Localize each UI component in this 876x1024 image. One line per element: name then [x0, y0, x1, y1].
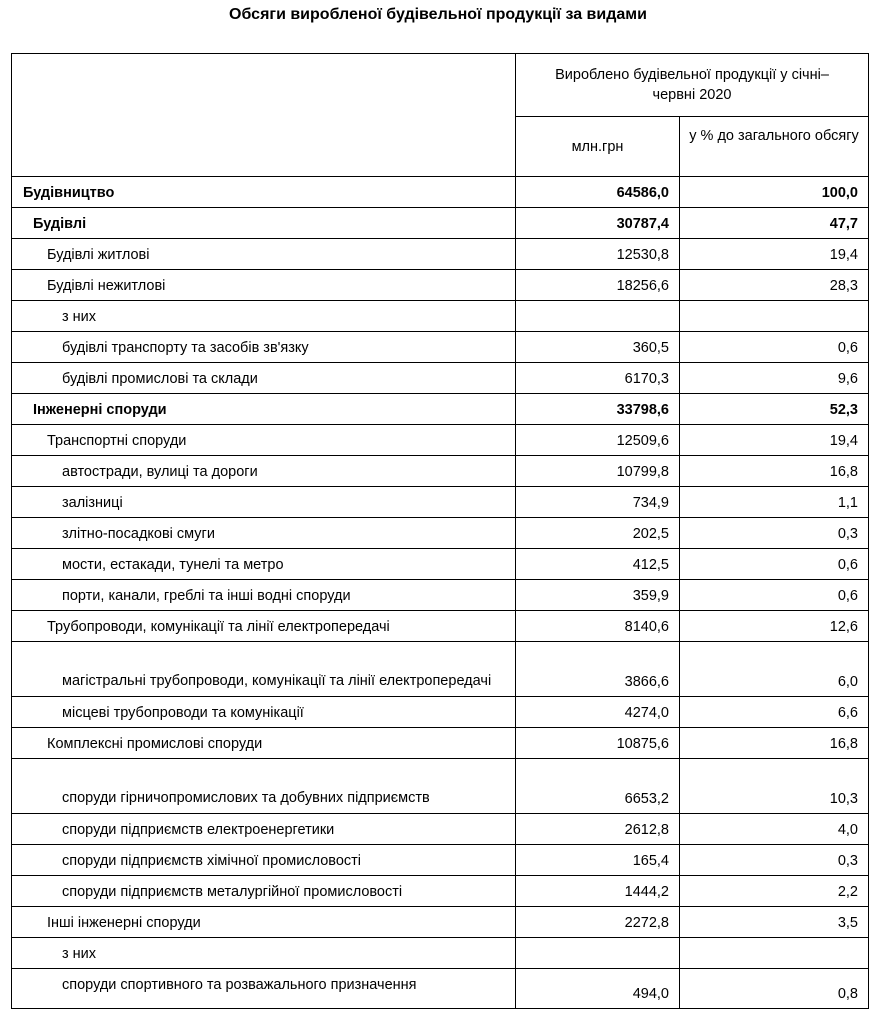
row-value — [516, 938, 680, 969]
row-percent: 47,7 — [680, 208, 869, 239]
table-row — [12, 759, 869, 814]
table-row — [12, 938, 869, 969]
header-percent-label: у % до загального обсягу — [680, 117, 869, 177]
row-label: Транспортні споруди — [12, 425, 516, 456]
row-value: 165,4 — [516, 845, 680, 876]
row-percent: 9,6 — [680, 363, 869, 394]
row-value: 2612,8 — [516, 814, 680, 845]
row-percent — [680, 938, 869, 969]
table-row — [12, 208, 869, 239]
table-row — [12, 363, 869, 394]
row-value: 6653,2 — [516, 759, 680, 814]
row-label: споруди спортивного та розважального призначення — [12, 969, 516, 1009]
row-label: з них — [12, 938, 516, 969]
row-value: 10875,6 — [516, 728, 680, 759]
table-header-row — [12, 54, 869, 117]
row-label: споруди гірничопромислових та добувних підприємств — [12, 759, 516, 814]
row-label: Інженерні споруди — [12, 394, 516, 425]
table-row — [12, 177, 869, 208]
table-row — [12, 876, 869, 907]
row-label: Будівлі — [12, 208, 516, 239]
row-label: з них — [12, 301, 516, 332]
page-title: Обсяги виробленої будівельної продукції за видами — [229, 6, 647, 23]
row-value: 1444,2 — [516, 876, 680, 907]
header-group-label: Вироблено будівельної продукції у січні–червні 2020 — [516, 54, 869, 117]
row-percent: 0,3 — [680, 845, 869, 876]
row-percent: 3,5 — [680, 907, 869, 938]
header-empty-cell — [12, 54, 516, 177]
row-percent: 28,3 — [680, 270, 869, 301]
row-percent: 100,0 — [680, 177, 869, 208]
construction-output-table — [11, 53, 869, 1009]
row-percent: 2,2 — [680, 876, 869, 907]
row-percent: 1,1 — [680, 487, 869, 518]
row-label: місцеві трубопроводи та комунікації — [12, 697, 516, 728]
row-percent: 52,3 — [680, 394, 869, 425]
row-value: 4274,0 — [516, 697, 680, 728]
row-value: 10799,8 — [516, 456, 680, 487]
row-percent: 19,4 — [680, 239, 869, 270]
row-percent: 19,4 — [680, 425, 869, 456]
table-row — [12, 301, 869, 332]
table-row — [12, 487, 869, 518]
row-percent: 10,3 — [680, 759, 869, 814]
row-label: Комплексні промислові споруди — [12, 728, 516, 759]
row-percent: 0,6 — [680, 549, 869, 580]
row-label: магістральні трубопроводи, комунікації та лінії електропередачі — [12, 642, 516, 697]
row-label: мости, естакади, тунелі та метро — [12, 549, 516, 580]
row-value: 6170,3 — [516, 363, 680, 394]
table-row — [12, 697, 869, 728]
table-row — [12, 394, 869, 425]
row-label: Інші інженерні споруди — [12, 907, 516, 938]
table-row — [12, 728, 869, 759]
table-row — [12, 270, 869, 301]
row-label: споруди підприємств електроенергетики — [12, 814, 516, 845]
row-label: споруди підприємств хімічної промисловості — [12, 845, 516, 876]
row-percent: 0,6 — [680, 332, 869, 363]
table-row — [12, 239, 869, 270]
row-percent: 12,6 — [680, 611, 869, 642]
row-percent — [680, 301, 869, 332]
table-row — [12, 611, 869, 642]
row-label: Будівлі житлові — [12, 239, 516, 270]
table-row — [12, 456, 869, 487]
table-row — [12, 642, 869, 697]
table-row — [12, 518, 869, 549]
row-label: будівлі транспорту та засобів зв'язку — [12, 332, 516, 363]
row-value: 12530,8 — [516, 239, 680, 270]
row-value: 202,5 — [516, 518, 680, 549]
header-value-label: млн.грн — [516, 117, 680, 177]
table-row — [12, 580, 869, 611]
table-row — [12, 425, 869, 456]
row-label: Будівництво — [12, 177, 516, 208]
row-value: 64586,0 — [516, 177, 680, 208]
row-label: порти, канали, греблі та інші водні споруди — [12, 580, 516, 611]
row-value: 359,9 — [516, 580, 680, 611]
table-row — [12, 332, 869, 363]
row-percent: 0,3 — [680, 518, 869, 549]
table-row — [12, 845, 869, 876]
row-percent: 0,6 — [680, 580, 869, 611]
row-value: 412,5 — [516, 549, 680, 580]
row-percent: 6,6 — [680, 697, 869, 728]
row-value — [516, 301, 680, 332]
row-value: 30787,4 — [516, 208, 680, 239]
row-percent: 6,0 — [680, 642, 869, 697]
row-value: 8140,6 — [516, 611, 680, 642]
table-row — [12, 969, 869, 1009]
row-percent: 16,8 — [680, 728, 869, 759]
row-label: Трубопроводи, комунікації та лінії електропередачі — [12, 611, 516, 642]
row-percent: 16,8 — [680, 456, 869, 487]
row-value: 734,9 — [516, 487, 680, 518]
row-value: 33798,6 — [516, 394, 680, 425]
row-label: будівлі промислові та склади — [12, 363, 516, 394]
row-label: злітно-посадкові смуги — [12, 518, 516, 549]
row-percent: 4,0 — [680, 814, 869, 845]
row-label: Будівлі нежитлові — [12, 270, 516, 301]
table-row — [12, 814, 869, 845]
row-value: 12509,6 — [516, 425, 680, 456]
row-value: 360,5 — [516, 332, 680, 363]
row-value: 3866,6 — [516, 642, 680, 697]
row-percent: 0,8 — [680, 969, 869, 1009]
row-value: 494,0 — [516, 969, 680, 1009]
row-value: 2272,8 — [516, 907, 680, 938]
row-label: споруди підприємств металургійної промисловості — [12, 876, 516, 907]
row-label: автостради, вулиці та дороги — [12, 456, 516, 487]
table-row — [12, 907, 869, 938]
row-value: 18256,6 — [516, 270, 680, 301]
row-label: залізниці — [12, 487, 516, 518]
table-row — [12, 549, 869, 580]
